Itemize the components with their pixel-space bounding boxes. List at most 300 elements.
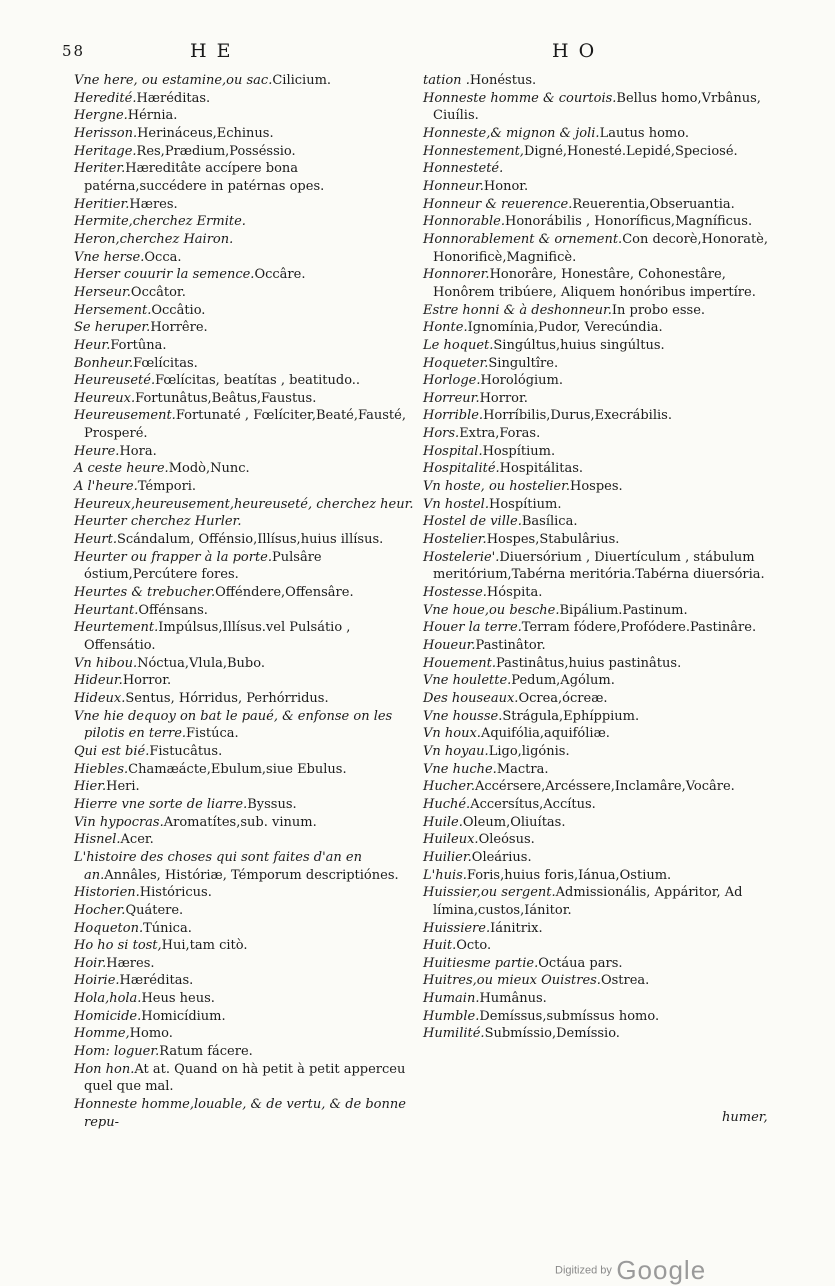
entry-translation: Herináceus,Echinus. — [137, 125, 274, 141]
entry-translation: Quátere. — [125, 902, 184, 918]
entry-translation: Occâre. — [254, 267, 306, 283]
entry-translation: Res,Prædium,Posséssio. — [136, 143, 296, 159]
entry-headword: Hideur. — [74, 673, 123, 689]
entry-translation: Singultîre. — [488, 355, 559, 371]
entry-translation: Hæréditas. — [136, 90, 211, 106]
entry-headword: Heurt. — [74, 532, 117, 548]
entry-headword: Honnorable. — [423, 214, 506, 230]
dictionary-entry — [423, 407, 773, 425]
dictionary-entry — [74, 249, 416, 267]
dictionary-entry — [74, 1025, 416, 1043]
entry-translation: Fistucâtus. — [149, 743, 223, 759]
dictionary-entry — [74, 920, 416, 938]
entry-translation: Con decorè,Honoratè, Honorificè,Magnificè. — [433, 231, 769, 265]
dictionary-entry — [74, 90, 416, 108]
dictionary-entry — [74, 778, 416, 796]
entry-translation: Heus heus. — [141, 991, 215, 1007]
dictionary-entry — [74, 478, 416, 496]
entry-translation: Hæres. — [106, 955, 155, 971]
dictionary-entry — [74, 584, 416, 602]
dictionary-entry — [423, 196, 773, 214]
entry-translation: Demíssus,submíssus homo. — [479, 1008, 660, 1024]
entry-translation: Homo. — [129, 1026, 173, 1042]
entry-headword: L'histoire des choses qui sont faites d'an en an. — [74, 849, 362, 883]
entry-translation: Sentus, Hórridus, Perhórridus. — [125, 690, 329, 706]
entry-translation: Submíssio,Demíssio. — [484, 1026, 620, 1042]
entry-translation: Hora. — [119, 443, 157, 459]
entry-translation: Digné,Honesté.Lepidé,Speciosé. — [523, 143, 738, 159]
entry-translation: Heri. — [106, 779, 140, 795]
entry-translation: Acer. — [120, 832, 154, 848]
entry-headword: Hostelerie'. — [423, 549, 500, 565]
dictionary-entry — [423, 1025, 773, 1043]
dictionary-entry — [74, 1061, 416, 1096]
dictionary-entry — [74, 708, 416, 743]
dictionary-entry — [74, 1008, 416, 1026]
entry-headword: Hoqueton. — [74, 920, 144, 936]
dictionary-entry — [423, 372, 773, 390]
dictionary-entry — [423, 672, 773, 690]
entry-translation: Occâtio. — [151, 302, 206, 318]
entry-headword: Honneste homme,louable, & de vertu, & de bonne repu- — [74, 1097, 406, 1130]
dictionary-entry — [423, 1008, 773, 1026]
entry-headword: Vn hoyau. — [423, 743, 489, 759]
entry-translation: Admissionális, Appáritor, Ad límina,custos,Iánitor. — [433, 885, 743, 918]
entry-headword: Horloge. — [423, 373, 481, 389]
entry-headword: Heureux,heureusement,heureuseté, cherchez heur. — [74, 496, 414, 512]
entry-headword: Honnorablement & ornement. — [423, 231, 623, 247]
entry-headword: Hors. — [423, 426, 460, 442]
entry-headword: Honnestement, — [423, 143, 524, 159]
dictionary-entry — [74, 72, 416, 90]
entry-translation: Túnica. — [143, 920, 192, 936]
entry-translation: Modò,Nunc. — [168, 461, 250, 477]
entry-headword: Huilier. — [423, 849, 472, 865]
entry-translation: Oleárius. — [471, 849, 532, 865]
entry-translation: Témpori. — [137, 479, 197, 495]
entry-headword: Hostel de ville. — [423, 514, 522, 530]
entry-translation: Homicídium. — [141, 1008, 226, 1024]
dictionary-entry — [423, 72, 773, 90]
dictionary-entry — [74, 266, 416, 284]
entry-headword: Humilité. — [423, 1026, 485, 1042]
dictionary-entry — [423, 743, 773, 761]
entry-translation: Octo. — [456, 938, 492, 954]
dictionary-entry — [423, 584, 773, 602]
entry-translation: Cilicium. — [272, 73, 332, 88]
dictionary-entry — [74, 1096, 416, 1131]
entry-headword: Hucher. — [423, 779, 475, 795]
dictionary-entry — [423, 319, 773, 337]
entry-headword: Huché. — [423, 796, 471, 812]
entry-headword: Hoqueter. — [423, 355, 489, 371]
dictionary-entry — [74, 549, 416, 584]
catchword: humer, — [722, 1110, 768, 1125]
dictionary-entry — [423, 602, 773, 620]
entry-translation: Occâtor. — [130, 284, 186, 300]
dictionary-entry — [74, 990, 416, 1008]
entry-headword: Vin hypocras. — [74, 814, 164, 830]
entry-headword: Hom: loguer. — [74, 1044, 160, 1060]
entry-headword: Hospitalité. — [423, 461, 500, 477]
digitized-watermark — [555, 1255, 706, 1286]
entry-headword: Hisnel. — [74, 832, 121, 848]
left-column — [74, 72, 416, 1131]
entry-translation: Aromatítes,sub. vinum. — [163, 814, 317, 830]
entry-headword: Horreur. — [423, 390, 480, 406]
entry-headword: Houeur. — [423, 638, 476, 653]
entry-translation: Reuerentia,Obseruantia. — [572, 196, 735, 212]
dictionary-entry — [74, 972, 416, 990]
dictionary-entry — [423, 708, 773, 726]
entry-headword: Huissier,ou sergent. — [423, 885, 556, 901]
entry-headword: Honneur. — [423, 178, 484, 194]
dictionary-entry — [423, 549, 773, 584]
dictionary-entry — [74, 196, 416, 214]
entry-headword: Bonheur. — [74, 355, 134, 371]
entry-headword: Honnesteté. — [423, 161, 504, 177]
dictionary-entry — [74, 743, 416, 761]
entry-headword: Herisson. — [74, 125, 138, 141]
entry-headword: Herseur. — [74, 284, 131, 300]
entry-headword: Heurtes & trebucher. — [74, 585, 216, 601]
entry-translation: Ostrea. — [600, 973, 650, 989]
entry-headword: Vne hie dequoy on bat le paué, & enfonse on les pilotis en terre. — [74, 708, 393, 742]
dictionary-entry — [74, 761, 416, 779]
dictionary-entry — [74, 1043, 416, 1061]
entry-translation: Honorâre, Honestâre, Cohonestâre, Honôrem tribúere, Aliquem honóribus impertíre. — [433, 267, 756, 300]
entry-headword: Honneur & reuerence. — [423, 196, 573, 212]
entry-headword: Hoirie. — [74, 973, 120, 989]
entry-headword: Heurtement. — [74, 620, 159, 636]
entry-translation: Diuersórium , Diuertículum , stábulum meritórium,Tabérna meritória.Tabérna diuersória. — [433, 549, 765, 583]
entry-translation: Fœlícitas, beatítas , beatitudo.. — [155, 373, 361, 389]
dictionary-entry — [423, 761, 773, 779]
entry-headword: Hola,hola. — [74, 991, 142, 1007]
dictionary-entry — [423, 125, 773, 143]
entry-headword: Honneste,& mignon & joli. — [423, 125, 600, 141]
entry-headword: Vne huche. — [423, 761, 497, 777]
entry-headword: Vne here, ou estamine,ou sac. — [74, 73, 273, 88]
dictionary-entry — [74, 284, 416, 302]
dictionary-entry — [74, 814, 416, 832]
dictionary-entry — [74, 372, 416, 390]
entry-headword: Vne herse. — [74, 249, 145, 265]
dictionary-entry — [74, 849, 416, 884]
entry-translation: Hæres. — [129, 196, 178, 212]
dictionary-entry — [423, 143, 773, 161]
entry-headword: Hostesse. — [423, 585, 487, 601]
entry-headword: Vne housse. — [423, 708, 503, 724]
dictionary-entry — [74, 884, 416, 902]
entry-headword: Heriter. — [74, 161, 126, 177]
entry-translation: Foris,huius foris,Iánua,Ostium. — [466, 867, 672, 883]
dictionary-entry — [74, 143, 416, 161]
dictionary-entry — [74, 213, 416, 231]
entry-translation: Basílica. — [521, 514, 578, 530]
entry-headword: Vn hostel. — [423, 496, 489, 512]
dictionary-entry — [423, 725, 773, 743]
entry-headword: Hersement. — [74, 302, 152, 318]
dictionary-entry — [423, 849, 773, 867]
entry-translation: Terram fódere,Profódere.Pastinâre. — [521, 620, 757, 636]
entry-translation: Extra,Foras. — [459, 426, 541, 442]
entry-headword: Hiebles. — [74, 761, 129, 777]
entry-translation: Byssus. — [247, 796, 297, 812]
dictionary-entry — [74, 902, 416, 920]
entry-translation: Offéndere,Offensâre. — [215, 585, 354, 601]
entry-translation: Pedum,Agólum. — [511, 673, 615, 689]
entry-translation: At at. Quand on hà petit à petit apperceu quel que mal. — [84, 1061, 406, 1095]
dictionary-entry — [74, 690, 416, 708]
entry-translation: Iánitrix. — [490, 920, 543, 936]
entry-translation: Fœlícitas. — [133, 355, 198, 371]
entry-headword: Vne houe,ou besche. — [423, 602, 560, 618]
entry-headword: Heurter cherchez Hurler. — [74, 514, 242, 530]
dictionary-entry — [74, 302, 416, 320]
entry-translation: Octáua pars. — [538, 955, 623, 971]
dictionary-entry — [423, 831, 773, 849]
entry-translation: Aquifólia,aquifóliæ. — [480, 726, 610, 742]
entry-translation: In probo esse. — [611, 302, 706, 318]
dictionary-entry — [423, 690, 773, 708]
entry-headword: Heur. — [74, 337, 111, 353]
entry-headword: Humble. — [423, 1008, 480, 1024]
entry-headword: Heritage. — [74, 143, 137, 159]
dictionary-entry — [74, 655, 416, 673]
entry-translation: Mactra. — [496, 761, 549, 777]
entry-headword: Hostelier. — [423, 532, 487, 548]
dictionary-entry — [423, 443, 773, 461]
entry-headword: Des houseaux. — [423, 690, 519, 706]
dictionary-entry — [423, 884, 773, 919]
entry-headword: Le hoquet. — [423, 337, 494, 353]
entry-translation: Fistúca. — [186, 726, 239, 742]
entry-translation: Hospes,Stabulârius. — [486, 532, 620, 548]
dictionary-entry — [74, 496, 416, 514]
entry-headword: Qui est bié. — [74, 743, 150, 759]
entry-headword: Honneste homme & courtois. — [423, 90, 617, 106]
dictionary-entry — [423, 937, 773, 955]
entry-translation: Chamæácte,Ebulum,siue Ebulus. — [128, 761, 347, 777]
entry-headword: Huitiesme partie. — [423, 955, 539, 971]
entry-headword: Vn hoste, ou hostelier. — [423, 479, 570, 495]
dictionary-entry — [423, 302, 773, 320]
dictionary-entry — [423, 619, 773, 637]
entry-headword: Huissiere. — [423, 920, 491, 936]
entry-translation: Horror. — [122, 673, 172, 689]
entry-translation: Hérnia. — [127, 108, 178, 124]
dictionary-entry — [423, 920, 773, 938]
dictionary-entry — [74, 107, 416, 125]
dictionary-entry — [423, 867, 773, 885]
entry-headword: tation . — [423, 73, 470, 88]
entry-headword: Huit. — [423, 938, 457, 954]
digitized-by-label: Digitized by — [555, 1264, 612, 1277]
dictionary-entry — [423, 814, 773, 832]
entry-headword: Se heruper. — [74, 320, 151, 336]
entry-headword: Heureusement. — [74, 408, 176, 424]
entry-translation: Bipálium.Pastinum. — [559, 602, 688, 618]
entry-headword: Vn houx. — [423, 726, 481, 742]
entry-headword: L'huis. — [423, 867, 467, 883]
entry-headword: Hocher. — [74, 902, 126, 918]
entry-translation: Históricus. — [139, 885, 212, 901]
entry-translation: Accérsere,Arcéssere,Inclamâre,Vocâre. — [474, 779, 735, 795]
entry-translation: Honor. — [483, 178, 529, 194]
dictionary-entry — [423, 425, 773, 443]
right-column — [423, 72, 773, 1043]
entry-translation: Scándalum, Offénsio,Illísus,huius illísus. — [116, 532, 384, 548]
entry-translation: Hui,tam citò. — [161, 938, 248, 954]
entry-headword: Heure. — [74, 443, 120, 459]
dictionary-entry — [423, 990, 773, 1008]
dictionary-entry — [423, 90, 773, 125]
dictionary-entry — [423, 955, 773, 973]
entry-translation: Hæréditas. — [119, 973, 194, 989]
entry-headword: Houer la terre. — [423, 620, 522, 636]
dictionary-entry — [423, 778, 773, 796]
entry-translation: Pastinâtus,huius pastinâtus. — [495, 655, 682, 671]
dictionary-entry — [423, 355, 773, 373]
entry-headword: Heurter ou frapper à la porte. — [74, 549, 273, 565]
entry-headword: Heritier. — [74, 196, 130, 212]
dictionary-entry — [423, 478, 773, 496]
entry-translation: Lautus homo. — [599, 125, 689, 141]
entry-headword: Horrible. — [423, 408, 484, 424]
entry-translation: Fortûna. — [110, 337, 167, 353]
entry-headword: Hierre vne sorte de liarre. — [74, 796, 248, 812]
entry-translation: Humânus. — [479, 991, 547, 1007]
entry-translation: Horror. — [479, 390, 528, 406]
entry-headword: Estre honni & à deshonneur. — [423, 302, 612, 318]
entry-translation: Nóctua,Vlula,Bubo. — [137, 655, 265, 671]
entry-translation: Honorábilis , Honoríficus,Magníficus. — [505, 214, 753, 230]
entry-headword: Heurtant. — [74, 602, 139, 618]
entry-headword: Heron,cherchez Hairon. — [74, 231, 234, 247]
entry-headword: Hermite,cherchez Ermite. — [74, 214, 246, 230]
entry-translation: Annâles, Históriæ, Témporum descriptiónes. — [104, 867, 399, 883]
dictionary-entry — [423, 178, 773, 196]
entry-headword: Vn hibou. — [74, 655, 138, 671]
running-header — [62, 40, 762, 68]
entry-headword: A l'heure. — [74, 479, 138, 495]
entry-translation: Pastinâtor. — [475, 638, 546, 653]
dictionary-entry — [74, 955, 416, 973]
entry-headword: Honnorer. — [423, 267, 490, 283]
entry-headword: Vne houlette. — [423, 673, 512, 689]
entry-headword: Honte. — [423, 320, 468, 336]
dictionary-entry — [423, 513, 773, 531]
page-number: 58 — [62, 42, 86, 60]
entry-translation: Strágula,Ephíppium. — [502, 708, 640, 724]
entry-translation: Ignomínia,Pudor, Verecúndia. — [467, 320, 663, 336]
dictionary-entry — [74, 125, 416, 143]
entry-headword: Homme, — [74, 1026, 130, 1042]
dictionary-entry — [423, 796, 773, 814]
dictionary-entry — [74, 407, 416, 442]
dictionary-entry — [74, 513, 416, 531]
dictionary-entry — [423, 160, 773, 178]
dictionary-entry — [74, 355, 416, 373]
dictionary-entry — [423, 390, 773, 408]
entry-translation: Ratum fácere. — [159, 1044, 253, 1060]
entry-headword: Hon hon. — [74, 1061, 135, 1077]
dictionary-entry — [423, 972, 773, 990]
entry-translation: Oleósus. — [478, 832, 535, 848]
entry-translation: Impúlsus,Illísus.vel Pulsátio , Offensátio. — [84, 620, 351, 653]
entry-translation: Bellus homo,Vrbânus, Ciuílis. — [433, 90, 761, 124]
dictionary-entry — [74, 672, 416, 690]
dictionary-entry — [74, 337, 416, 355]
entry-translation: Fortunâtus,Beâtus,Faustus. — [135, 390, 317, 406]
dictionary-entry — [74, 160, 416, 195]
entry-translation: Hospítium. — [482, 443, 556, 459]
entry-headword: A ceste heure. — [74, 461, 169, 477]
dictionary-entry — [74, 390, 416, 408]
entry-translation: Accersítus,Accítus. — [470, 796, 596, 812]
dictionary-entry — [423, 337, 773, 355]
entry-headword: Heredité. — [74, 90, 137, 106]
entry-translation: Singúltus,huius singúltus. — [493, 337, 665, 353]
entry-translation: Fortunaté , Fœlíciter,Beaté,Fausté, Prosperé. — [84, 408, 406, 442]
entry-translation: Hospítium. — [488, 496, 562, 512]
entry-translation: Horrêre. — [150, 320, 208, 336]
header-left-letters: H E — [190, 40, 233, 62]
dictionary-entry — [74, 831, 416, 849]
entry-headword: Houement. — [423, 655, 496, 671]
dictionary-entry — [74, 531, 416, 549]
entry-translation: Hospes. — [570, 479, 623, 495]
entry-headword: Heureux. — [74, 390, 136, 406]
entry-headword: Heureuseté. — [74, 373, 156, 389]
entry-headword: Hideux. — [74, 690, 126, 706]
dictionary-entry — [423, 266, 773, 301]
entry-headword: Homicide. — [74, 1008, 142, 1024]
dictionary-entry — [74, 796, 416, 814]
entry-headword: Huileux. — [423, 832, 479, 848]
dictionary-entry — [74, 619, 416, 654]
entry-headword: Huile. — [423, 814, 463, 830]
entry-headword: Herser couurir la semence. — [74, 267, 255, 283]
dictionary-entry — [74, 443, 416, 461]
entry-headword: Hoir. — [74, 955, 107, 971]
dictionary-entry — [74, 602, 416, 620]
entry-translation: Hóspita. — [486, 585, 543, 601]
entry-translation: Ligo,ligónis. — [488, 743, 570, 759]
dictionary-entry — [423, 637, 773, 655]
dictionary-entry — [74, 460, 416, 478]
dictionary-entry — [423, 460, 773, 478]
dictionary-entry — [423, 655, 773, 673]
entry-translation: Horríbilis,Durus,Execrábilis. — [483, 408, 672, 424]
dictionary-entry — [74, 937, 416, 955]
entry-translation: Honéstus. — [469, 73, 537, 88]
entry-translation: Hospitálitas. — [499, 461, 584, 477]
entry-translation: Offénsans. — [138, 602, 208, 618]
dictionary-entry — [423, 496, 773, 514]
entry-headword: Humain. — [423, 991, 480, 1007]
entry-headword: Huitres,ou mieux Ouistres. — [423, 973, 601, 989]
google-logo: Google — [616, 1255, 707, 1285]
entry-translation: Horológium. — [480, 373, 564, 389]
entry-headword: Historien. — [74, 885, 140, 901]
entry-translation: Occa. — [144, 249, 182, 265]
entry-headword: Hospital. — [423, 443, 483, 459]
entry-translation: Pulsâre óstium,Percútere fores. — [84, 549, 322, 583]
entry-translation: Hæreditâte accípere bona patérna,succédere in patérnas opes. — [84, 161, 325, 194]
header-right-letters: H O — [552, 40, 597, 62]
